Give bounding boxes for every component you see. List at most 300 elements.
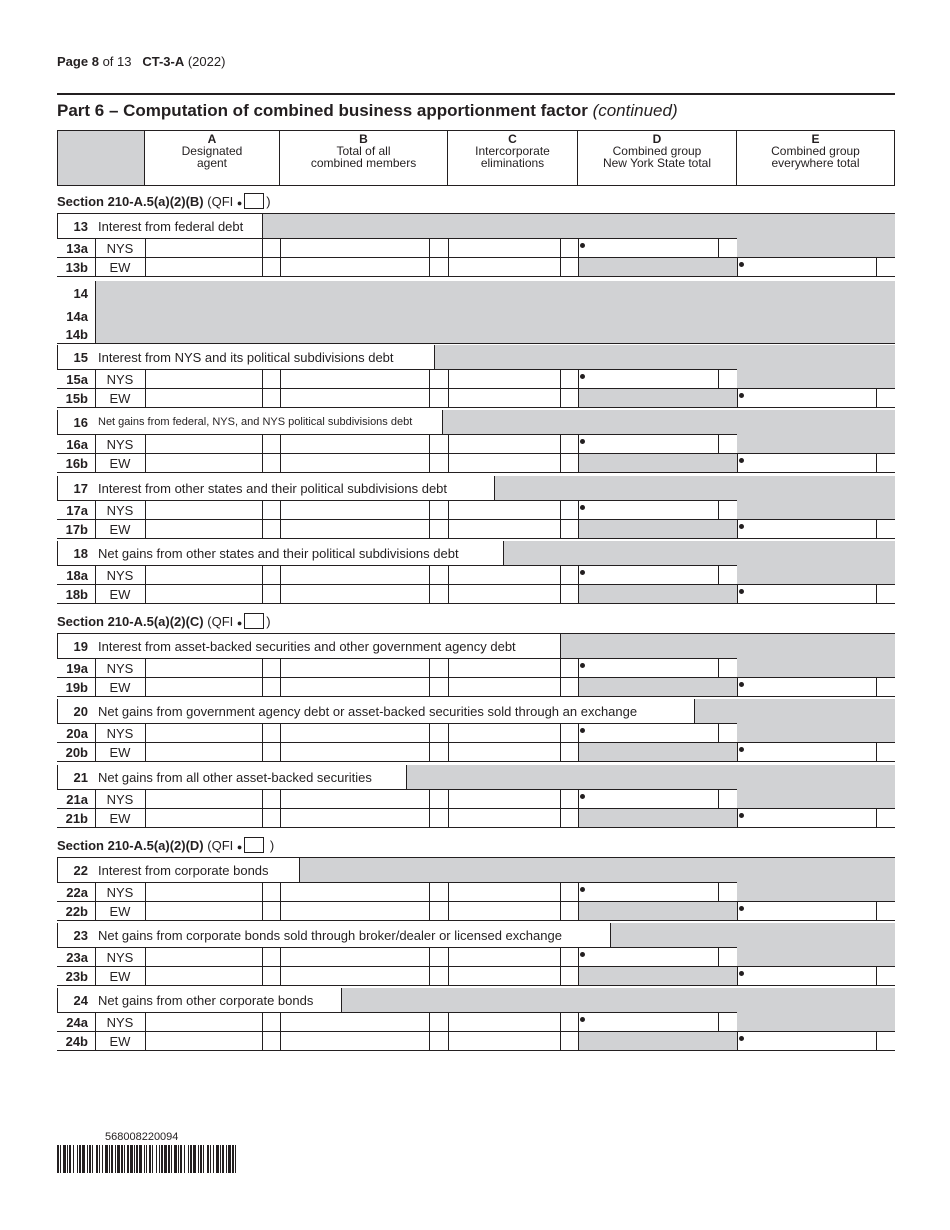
cell-border xyxy=(262,882,263,920)
barcode-bar xyxy=(184,1145,185,1173)
cell-border xyxy=(718,500,719,519)
entry-field-everywhere-total[interactable] xyxy=(738,1032,875,1050)
entry-field[interactable] xyxy=(281,1013,428,1031)
row-rule xyxy=(57,920,895,921)
bullet-icon xyxy=(739,458,744,463)
barcode-bar xyxy=(87,1145,88,1173)
line-number: 23 xyxy=(73,928,88,943)
shaded-area xyxy=(341,988,895,1012)
entry-field[interactable] xyxy=(449,1013,559,1031)
section-label: Section 210-A.5(a)(2)(C) xyxy=(57,614,204,629)
barcode-bar xyxy=(139,1145,142,1173)
entry-field[interactable] xyxy=(449,1032,559,1050)
line-number: 19 xyxy=(73,639,88,654)
entry-field[interactable] xyxy=(281,566,428,584)
bullet-icon xyxy=(580,663,585,668)
barcode-bar xyxy=(57,1145,59,1173)
entry-field[interactable] xyxy=(281,501,428,519)
barcode-bar xyxy=(222,1145,224,1173)
barcode-bar xyxy=(171,1145,172,1173)
qfi-checkbox[interactable] xyxy=(244,193,264,209)
barcode-bar xyxy=(111,1145,113,1173)
line-number-b: 15b xyxy=(65,391,88,406)
column-title-line2: combined members xyxy=(310,156,417,170)
line-number-a: 17a xyxy=(66,503,88,518)
cell-border xyxy=(876,808,877,827)
column-title-line1: Total of all xyxy=(336,144,391,158)
entry-field[interactable] xyxy=(146,678,261,696)
entry-field[interactable] xyxy=(146,790,261,808)
line-number: 22 xyxy=(73,863,88,878)
entry-field[interactable] xyxy=(281,370,428,388)
entry-field[interactable] xyxy=(281,948,428,966)
entry-field[interactable] xyxy=(281,520,428,538)
barcode-bar xyxy=(188,1145,189,1173)
cell-border xyxy=(429,434,430,472)
entry-field[interactable] xyxy=(146,724,261,742)
entry-field[interactable] xyxy=(449,790,559,808)
entry-field[interactable] xyxy=(281,435,428,453)
entry-field[interactable] xyxy=(146,902,261,920)
entry-field[interactable] xyxy=(449,659,559,677)
column-header-c xyxy=(448,130,578,186)
cell-border xyxy=(560,882,561,920)
entry-field[interactable] xyxy=(449,501,559,519)
cell-border xyxy=(876,257,877,276)
column-title-line1: Combined group xyxy=(771,144,860,158)
bullet-icon xyxy=(580,1017,585,1022)
line-number-b: 24b xyxy=(65,1034,88,1049)
entry-field-everywhere-total[interactable] xyxy=(738,520,875,538)
column-header-b xyxy=(280,130,448,186)
entry-field[interactable] xyxy=(146,370,261,388)
entry-field[interactable] xyxy=(146,389,261,407)
part-title-suffix: (continued) xyxy=(592,101,678,120)
border xyxy=(610,923,611,947)
bullet-icon xyxy=(739,393,744,398)
entry-field[interactable] xyxy=(281,967,428,985)
barcode-bar xyxy=(121,1145,123,1173)
nys-label: NYS xyxy=(106,241,134,256)
entry-field[interactable] xyxy=(146,566,261,584)
entry-field[interactable] xyxy=(146,1013,261,1031)
barcode-bar xyxy=(207,1145,209,1173)
barcode-bar xyxy=(102,1145,103,1173)
column-title-line2: agent xyxy=(196,156,228,170)
shaded-area xyxy=(578,257,737,276)
line-number: 15 xyxy=(73,350,88,365)
line-description: Interest from asset-backed securities and other government agency debt xyxy=(98,639,516,654)
bullet-icon xyxy=(739,262,744,267)
entry-field[interactable] xyxy=(281,389,428,407)
row-rule xyxy=(57,538,895,539)
cell-border xyxy=(876,742,877,761)
barcode-bar xyxy=(99,1145,100,1173)
entry-field-everywhere-total[interactable] xyxy=(738,454,875,472)
entry-field[interactable] xyxy=(146,501,261,519)
entry-field[interactable] xyxy=(281,659,428,677)
line-number-b: 21b xyxy=(65,811,88,826)
line-number-a: 24a xyxy=(66,1015,88,1030)
barcode-bar xyxy=(216,1145,219,1173)
border xyxy=(95,281,96,343)
ew-label: EW xyxy=(109,745,131,760)
nys-label: NYS xyxy=(106,372,134,387)
entry-field[interactable] xyxy=(449,389,559,407)
ew-label: EW xyxy=(109,587,131,602)
entry-field-everywhere-total[interactable] xyxy=(738,678,875,696)
cell-border xyxy=(262,500,263,538)
line-number-b: 18b xyxy=(65,587,88,602)
cell-border xyxy=(262,723,263,761)
entry-field[interactable] xyxy=(449,520,559,538)
border xyxy=(434,345,435,369)
nys-label: NYS xyxy=(106,1015,134,1030)
line-description: Net gains from other states and their political subdivisions debt xyxy=(98,546,459,561)
cell-border xyxy=(876,901,877,920)
ew-label: EW xyxy=(109,391,131,406)
entry-field-everywhere-total[interactable] xyxy=(738,258,875,276)
column-title-line1: Intercorporate xyxy=(475,144,550,158)
shaded-area xyxy=(299,858,895,882)
line-number-b: 23b xyxy=(65,969,88,984)
bullet-icon xyxy=(739,589,744,594)
entry-field[interactable] xyxy=(146,585,261,603)
cell-border xyxy=(876,453,877,472)
cell-border xyxy=(718,565,719,584)
entry-field[interactable] xyxy=(146,1032,261,1050)
entry-field[interactable] xyxy=(146,659,261,677)
cell-border xyxy=(560,369,561,407)
line-description: Interest from federal debt xyxy=(98,219,244,234)
page-count: of 13 xyxy=(102,54,132,69)
qfi-label: (QFI xyxy=(203,838,237,853)
cell-border xyxy=(429,1012,430,1050)
nys-label: NYS xyxy=(106,792,134,807)
cell-border xyxy=(262,565,263,603)
barcode-bar xyxy=(228,1145,231,1173)
shaded-area xyxy=(494,476,895,500)
ew-label: EW xyxy=(109,969,131,984)
shaded-area xyxy=(434,345,895,369)
shaded-area xyxy=(578,901,737,920)
barcode-bar xyxy=(232,1145,234,1173)
shaded-area xyxy=(578,584,737,603)
entry-field-nys-total[interactable] xyxy=(579,724,717,742)
entry-field[interactable] xyxy=(146,435,261,453)
entry-field[interactable] xyxy=(449,585,559,603)
row-rule xyxy=(57,343,895,344)
barcode-bar xyxy=(203,1145,204,1173)
nys-label: NYS xyxy=(106,437,134,452)
qfi-close: ) xyxy=(266,838,275,853)
cell-border xyxy=(262,238,263,276)
entry-field[interactable] xyxy=(449,566,559,584)
cell-border xyxy=(560,947,561,985)
line-description: Net gains from federal, NYS, and NYS political subdivisions debt xyxy=(98,416,413,428)
line-number-b: 19b xyxy=(65,680,88,695)
barcode-bar xyxy=(226,1145,227,1173)
border xyxy=(299,858,300,882)
entry-field[interactable] xyxy=(146,948,261,966)
cell-border xyxy=(429,947,430,985)
entry-field[interactable] xyxy=(449,678,559,696)
entry-field[interactable] xyxy=(449,370,559,388)
border xyxy=(442,410,443,434)
section-header xyxy=(57,837,274,853)
page-header xyxy=(57,54,225,69)
row-rule xyxy=(57,276,895,277)
nys-label: NYS xyxy=(106,885,134,900)
entry-field-nys-total[interactable] xyxy=(579,566,717,584)
title-rule xyxy=(57,93,895,95)
line-description: Interest from NYS and its political subdivisions debt xyxy=(98,350,394,365)
barcode-bar xyxy=(190,1145,192,1173)
shaded-area xyxy=(442,410,895,434)
shaded-area xyxy=(737,723,895,742)
qfi-close: ) xyxy=(266,614,271,629)
shaded-area xyxy=(737,882,895,901)
entry-field[interactable] xyxy=(281,724,428,742)
bullet-icon xyxy=(580,952,585,957)
shaded-area xyxy=(578,453,737,472)
barcode-bar xyxy=(198,1145,199,1173)
entry-field-nys-total[interactable] xyxy=(579,370,717,388)
entry-field[interactable] xyxy=(281,743,428,761)
cell-border xyxy=(262,789,263,827)
bullet-icon xyxy=(739,1036,744,1041)
cell-border xyxy=(876,519,877,538)
cell-border xyxy=(718,238,719,257)
barcode-bar xyxy=(69,1145,71,1173)
cell-border xyxy=(262,658,263,696)
qfi-close: ) xyxy=(266,194,271,209)
entry-field-nys-total[interactable] xyxy=(579,435,717,453)
entry-field-nys-total[interactable] xyxy=(579,790,717,808)
bullet-icon: ● xyxy=(236,198,243,208)
column-title-line2: everywhere total xyxy=(771,156,860,170)
section-header xyxy=(57,613,271,629)
entry-field[interactable] xyxy=(449,435,559,453)
entry-field[interactable] xyxy=(449,724,559,742)
cell-border xyxy=(429,565,430,603)
bullet-icon xyxy=(739,813,744,818)
bullet-icon xyxy=(739,971,744,976)
qfi-checkbox[interactable] xyxy=(244,837,264,853)
entry-field[interactable] xyxy=(281,809,428,827)
line-number-b: 14b xyxy=(65,327,88,342)
cell-border xyxy=(429,882,430,920)
cell-border xyxy=(262,947,263,985)
bullet-icon xyxy=(739,747,744,752)
entry-field[interactable] xyxy=(281,790,428,808)
entry-field-nys-total[interactable] xyxy=(579,948,717,966)
row-rule xyxy=(57,603,895,604)
shaded-area xyxy=(262,214,895,238)
entry-field-nys-total[interactable] xyxy=(579,239,717,257)
line-number-b: 17b xyxy=(65,522,88,537)
entry-field-nys-total[interactable] xyxy=(579,659,717,677)
entry-field[interactable] xyxy=(449,883,559,901)
entry-field[interactable] xyxy=(146,239,261,257)
bullet-icon xyxy=(580,243,585,248)
cell-border xyxy=(718,947,719,966)
nys-label: NYS xyxy=(106,661,134,676)
line-number-b: 20b xyxy=(65,745,88,760)
cell-border xyxy=(876,966,877,985)
barcode-bar xyxy=(161,1145,163,1173)
cell-border xyxy=(718,658,719,677)
cell-border xyxy=(560,789,561,827)
row-rule xyxy=(57,761,895,762)
barcode-bar xyxy=(200,1145,202,1173)
shaded-area xyxy=(737,434,895,453)
entry-field[interactable] xyxy=(449,239,559,257)
entry-field[interactable] xyxy=(449,902,559,920)
entry-field[interactable] xyxy=(449,967,559,985)
barcode-bar xyxy=(105,1145,108,1173)
bullet-icon xyxy=(580,374,585,379)
column-letter: D xyxy=(652,132,662,146)
entry-field[interactable] xyxy=(449,809,559,827)
bullet-icon xyxy=(580,794,585,799)
bullet-icon: ● xyxy=(236,618,243,628)
cell-border xyxy=(718,434,719,453)
line-number-b: 16b xyxy=(65,456,88,471)
cell-border xyxy=(262,369,263,407)
barcode-bar xyxy=(136,1145,138,1173)
line-number-a: 15a xyxy=(66,372,88,387)
entry-field-everywhere-total[interactable] xyxy=(738,743,875,761)
cell-border xyxy=(560,1012,561,1050)
nys-label: NYS xyxy=(106,950,134,965)
bullet-icon xyxy=(580,505,585,510)
entry-field[interactable] xyxy=(281,678,428,696)
barcode-bar xyxy=(134,1145,135,1173)
entry-field[interactable] xyxy=(146,967,261,985)
barcode-bar xyxy=(77,1145,78,1173)
entry-field[interactable] xyxy=(281,239,428,257)
entry-field[interactable] xyxy=(281,1032,428,1050)
barcode-bar xyxy=(96,1145,98,1173)
cell-border xyxy=(429,789,430,827)
entry-field[interactable] xyxy=(281,883,428,901)
entry-field-everywhere-total[interactable] xyxy=(738,389,875,407)
column-header-d xyxy=(578,130,737,186)
bullet-icon xyxy=(580,887,585,892)
line-number: 17 xyxy=(73,481,88,496)
barcode-bar xyxy=(156,1145,157,1173)
line-number-a: 22a xyxy=(66,885,88,900)
cell-border xyxy=(718,723,719,742)
form-year: (2022) xyxy=(187,54,226,69)
section-label: Section 210-A.5(a)(2)(B) xyxy=(57,194,204,209)
shaded-area xyxy=(694,699,895,723)
barcode xyxy=(57,1145,238,1173)
entry-field[interactable] xyxy=(449,258,559,276)
barcode-bar xyxy=(193,1145,196,1173)
entry-field[interactable] xyxy=(146,454,261,472)
cell-border xyxy=(262,1012,263,1050)
border xyxy=(341,988,342,1012)
border xyxy=(694,699,695,723)
entry-field[interactable] xyxy=(449,743,559,761)
entry-field-nys-total[interactable] xyxy=(579,501,717,519)
entry-field[interactable] xyxy=(449,948,559,966)
cell-border xyxy=(560,723,561,761)
barcode-bar xyxy=(178,1145,179,1173)
entry-field-nys-total[interactable] xyxy=(579,1013,717,1031)
ew-label: EW xyxy=(109,456,131,471)
nys-label: NYS xyxy=(106,568,134,583)
cell-border xyxy=(560,658,561,696)
barcode-bar xyxy=(168,1145,170,1173)
entry-field[interactable] xyxy=(281,902,428,920)
column-title-line2: New York State total xyxy=(602,156,712,170)
entry-field-everywhere-total[interactable] xyxy=(738,585,875,603)
qfi-label: (QFI xyxy=(203,614,237,629)
border xyxy=(406,765,407,789)
entry-field[interactable] xyxy=(146,520,261,538)
shaded-area xyxy=(737,658,895,677)
entry-field[interactable] xyxy=(281,454,428,472)
column-title-line1: Combined group xyxy=(612,144,702,158)
bullet-icon xyxy=(739,906,744,911)
entry-field-nys-total[interactable] xyxy=(579,883,717,901)
cell-border xyxy=(718,882,719,901)
line-description: Interest from other states and their political subdivisions debt xyxy=(98,481,448,496)
shaded-area xyxy=(95,281,895,343)
row-rule xyxy=(57,407,895,408)
cell-border xyxy=(560,565,561,603)
line-number: 14 xyxy=(73,286,88,301)
border xyxy=(494,476,495,500)
cell-border xyxy=(876,1031,877,1050)
entry-field[interactable] xyxy=(281,585,428,603)
entry-field[interactable] xyxy=(146,809,261,827)
section-header xyxy=(57,193,271,209)
entry-field[interactable] xyxy=(146,883,261,901)
barcode-bar xyxy=(89,1145,91,1173)
border xyxy=(503,541,504,565)
line-number-b: 22b xyxy=(65,904,88,919)
bullet-icon xyxy=(580,728,585,733)
shaded-area xyxy=(610,923,895,947)
entry-field[interactable] xyxy=(146,258,261,276)
entry-field-everywhere-total[interactable] xyxy=(738,967,875,985)
entry-field[interactable] xyxy=(281,258,428,276)
qfi-checkbox[interactable] xyxy=(244,613,264,629)
ew-label: EW xyxy=(109,260,131,275)
column-letter: E xyxy=(811,132,820,146)
border xyxy=(560,634,561,658)
ew-label: EW xyxy=(109,1034,131,1049)
cell-border xyxy=(560,434,561,472)
barcode-bar xyxy=(174,1145,177,1173)
entry-field-everywhere-total[interactable] xyxy=(738,809,875,827)
barcode-bar xyxy=(235,1145,236,1173)
shaded-area xyxy=(737,500,895,519)
entry-field-everywhere-total[interactable] xyxy=(738,902,875,920)
entry-field[interactable] xyxy=(449,454,559,472)
column-letter: C xyxy=(508,132,517,146)
barcode-bar xyxy=(130,1145,133,1173)
form-number: CT-3-A xyxy=(142,54,185,69)
column-title-line1: Designated xyxy=(181,144,243,158)
ew-label: EW xyxy=(109,522,131,537)
entry-field[interactable] xyxy=(146,743,261,761)
cell-border xyxy=(429,369,430,407)
